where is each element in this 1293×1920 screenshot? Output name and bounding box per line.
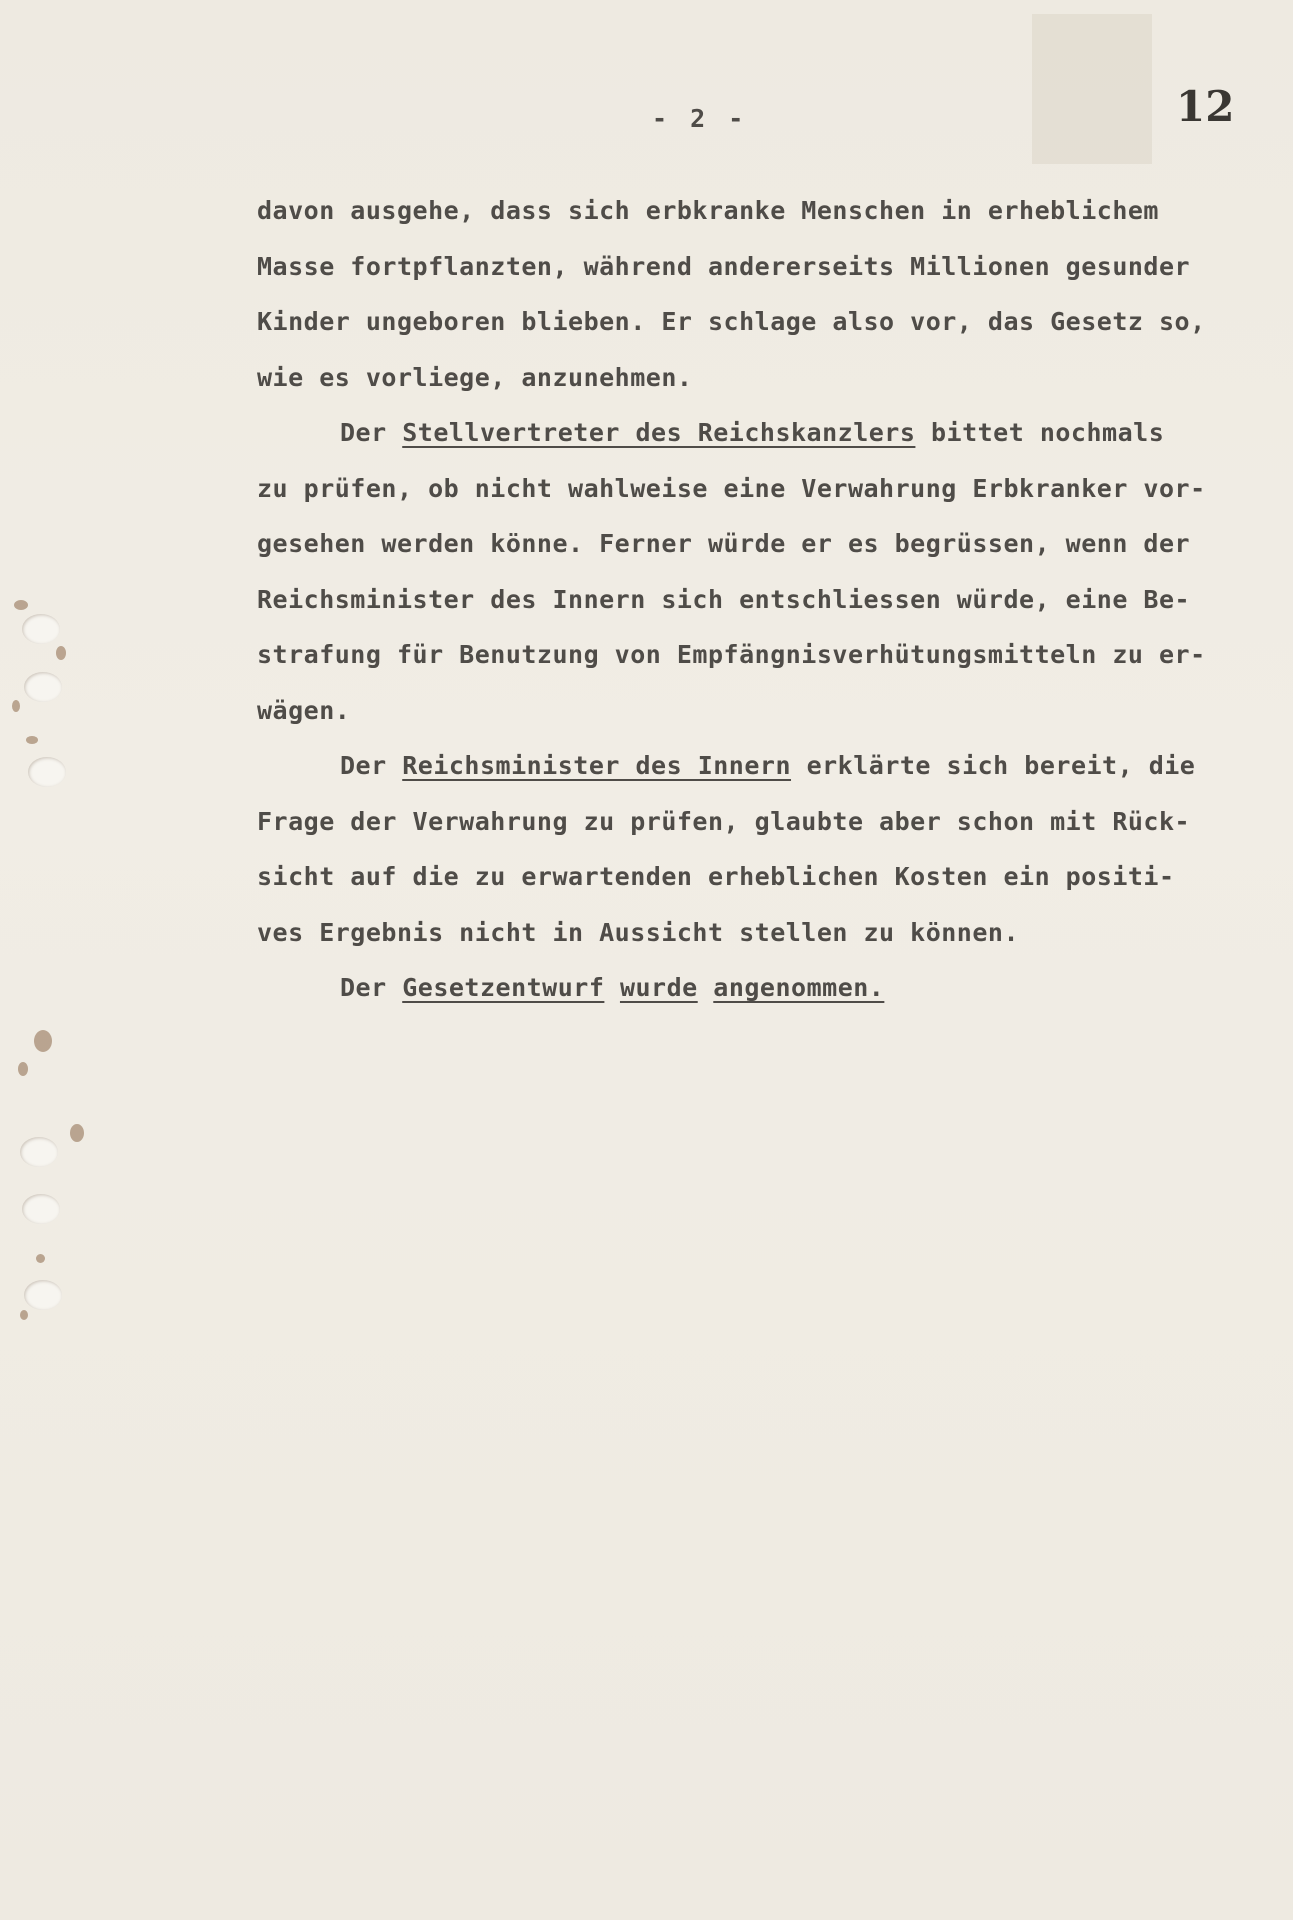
rust-stain: [34, 1030, 52, 1052]
text-segment: [604, 973, 620, 1002]
text-line: [257, 365, 692, 390]
text-segment: sicht auf die zu erwartenden erheblichen Kosten ein positi-: [257, 862, 1175, 891]
punch-hole: [20, 1137, 58, 1167]
text-segment: gesehen werden könne. Ferner würde er es begrüssen, wenn der: [257, 529, 1191, 558]
text-segment: Frage der Verwahrung zu prüfen, glaubte aber schon mit Rück-: [257, 807, 1191, 836]
underlined-phrase: wurde: [619, 973, 698, 1002]
text-line: [257, 254, 1190, 279]
tape-strip: [1032, 14, 1152, 164]
text-line: [257, 809, 1190, 834]
rust-stain: [14, 600, 28, 610]
punch-hole: [28, 757, 66, 787]
text-segment: zu prüfen, ob nicht wahlweise eine Verwahrung Erbkranker vor-: [257, 474, 1206, 503]
text-line: [257, 864, 1175, 889]
underlined-phrase: Stellvertreter des Reichskanzlers: [402, 418, 916, 447]
punch-hole: [24, 672, 62, 702]
text-line: [340, 420, 1164, 445]
punch-hole: [24, 1280, 62, 1310]
rust-stain: [12, 700, 20, 712]
rust-stain: [20, 1310, 28, 1320]
rust-stain: [26, 736, 38, 744]
page-number: - 2 -: [652, 104, 748, 133]
text-line: [257, 698, 350, 723]
text-segment: Der: [340, 751, 403, 780]
text-segment: Der: [340, 973, 403, 1002]
rust-stain: [56, 646, 66, 660]
text-line: [257, 642, 1206, 667]
punch-hole: [22, 614, 60, 644]
text-segment: davon ausgehe, dass sich erbkranke Menschen in erheblichem: [257, 196, 1159, 225]
text-segment: ves Ergebnis nicht in Aussicht stellen zu können.: [257, 918, 1020, 947]
text-line: [340, 753, 1195, 778]
underlined-phrase: Gesetzentwurf: [402, 973, 605, 1002]
text-segment: strafung für Benutzung von Empfängnisverhütungsmitteln zu er-: [257, 640, 1206, 669]
text-line: [257, 920, 1019, 945]
punch-hole: [22, 1194, 60, 1224]
text-line: [257, 309, 1206, 334]
rust-stain: [18, 1062, 28, 1076]
archive-number: 12: [1176, 82, 1235, 131]
text-line: [257, 587, 1190, 612]
underlined-phrase: Reichsminister des Innern: [402, 751, 792, 780]
text-line: [257, 476, 1206, 501]
text-segment: [698, 973, 714, 1002]
text-segment: erklärte sich bereit, die: [791, 751, 1196, 780]
rust-stain: [70, 1124, 84, 1142]
rust-stain: [36, 1254, 45, 1263]
text-segment: wie es vorliege, anzunehmen.: [257, 363, 693, 392]
text-line: [257, 198, 1159, 223]
text-line: [340, 975, 884, 1000]
text-segment: Masse fortpflanzten, während andererseits Millionen gesunder: [257, 252, 1191, 281]
text-segment: Der: [340, 418, 403, 447]
underlined-phrase: angenommen.: [713, 973, 885, 1002]
text-segment: wägen.: [257, 696, 351, 725]
text-segment: bittet nochmals: [915, 418, 1165, 447]
text-line: [257, 531, 1190, 556]
text-segment: Reichsminister des Innern sich entschliessen würde, eine Be-: [257, 585, 1191, 614]
text-segment: Kinder ungeboren blieben. Er schlage also vor, das Gesetz so,: [257, 307, 1206, 336]
